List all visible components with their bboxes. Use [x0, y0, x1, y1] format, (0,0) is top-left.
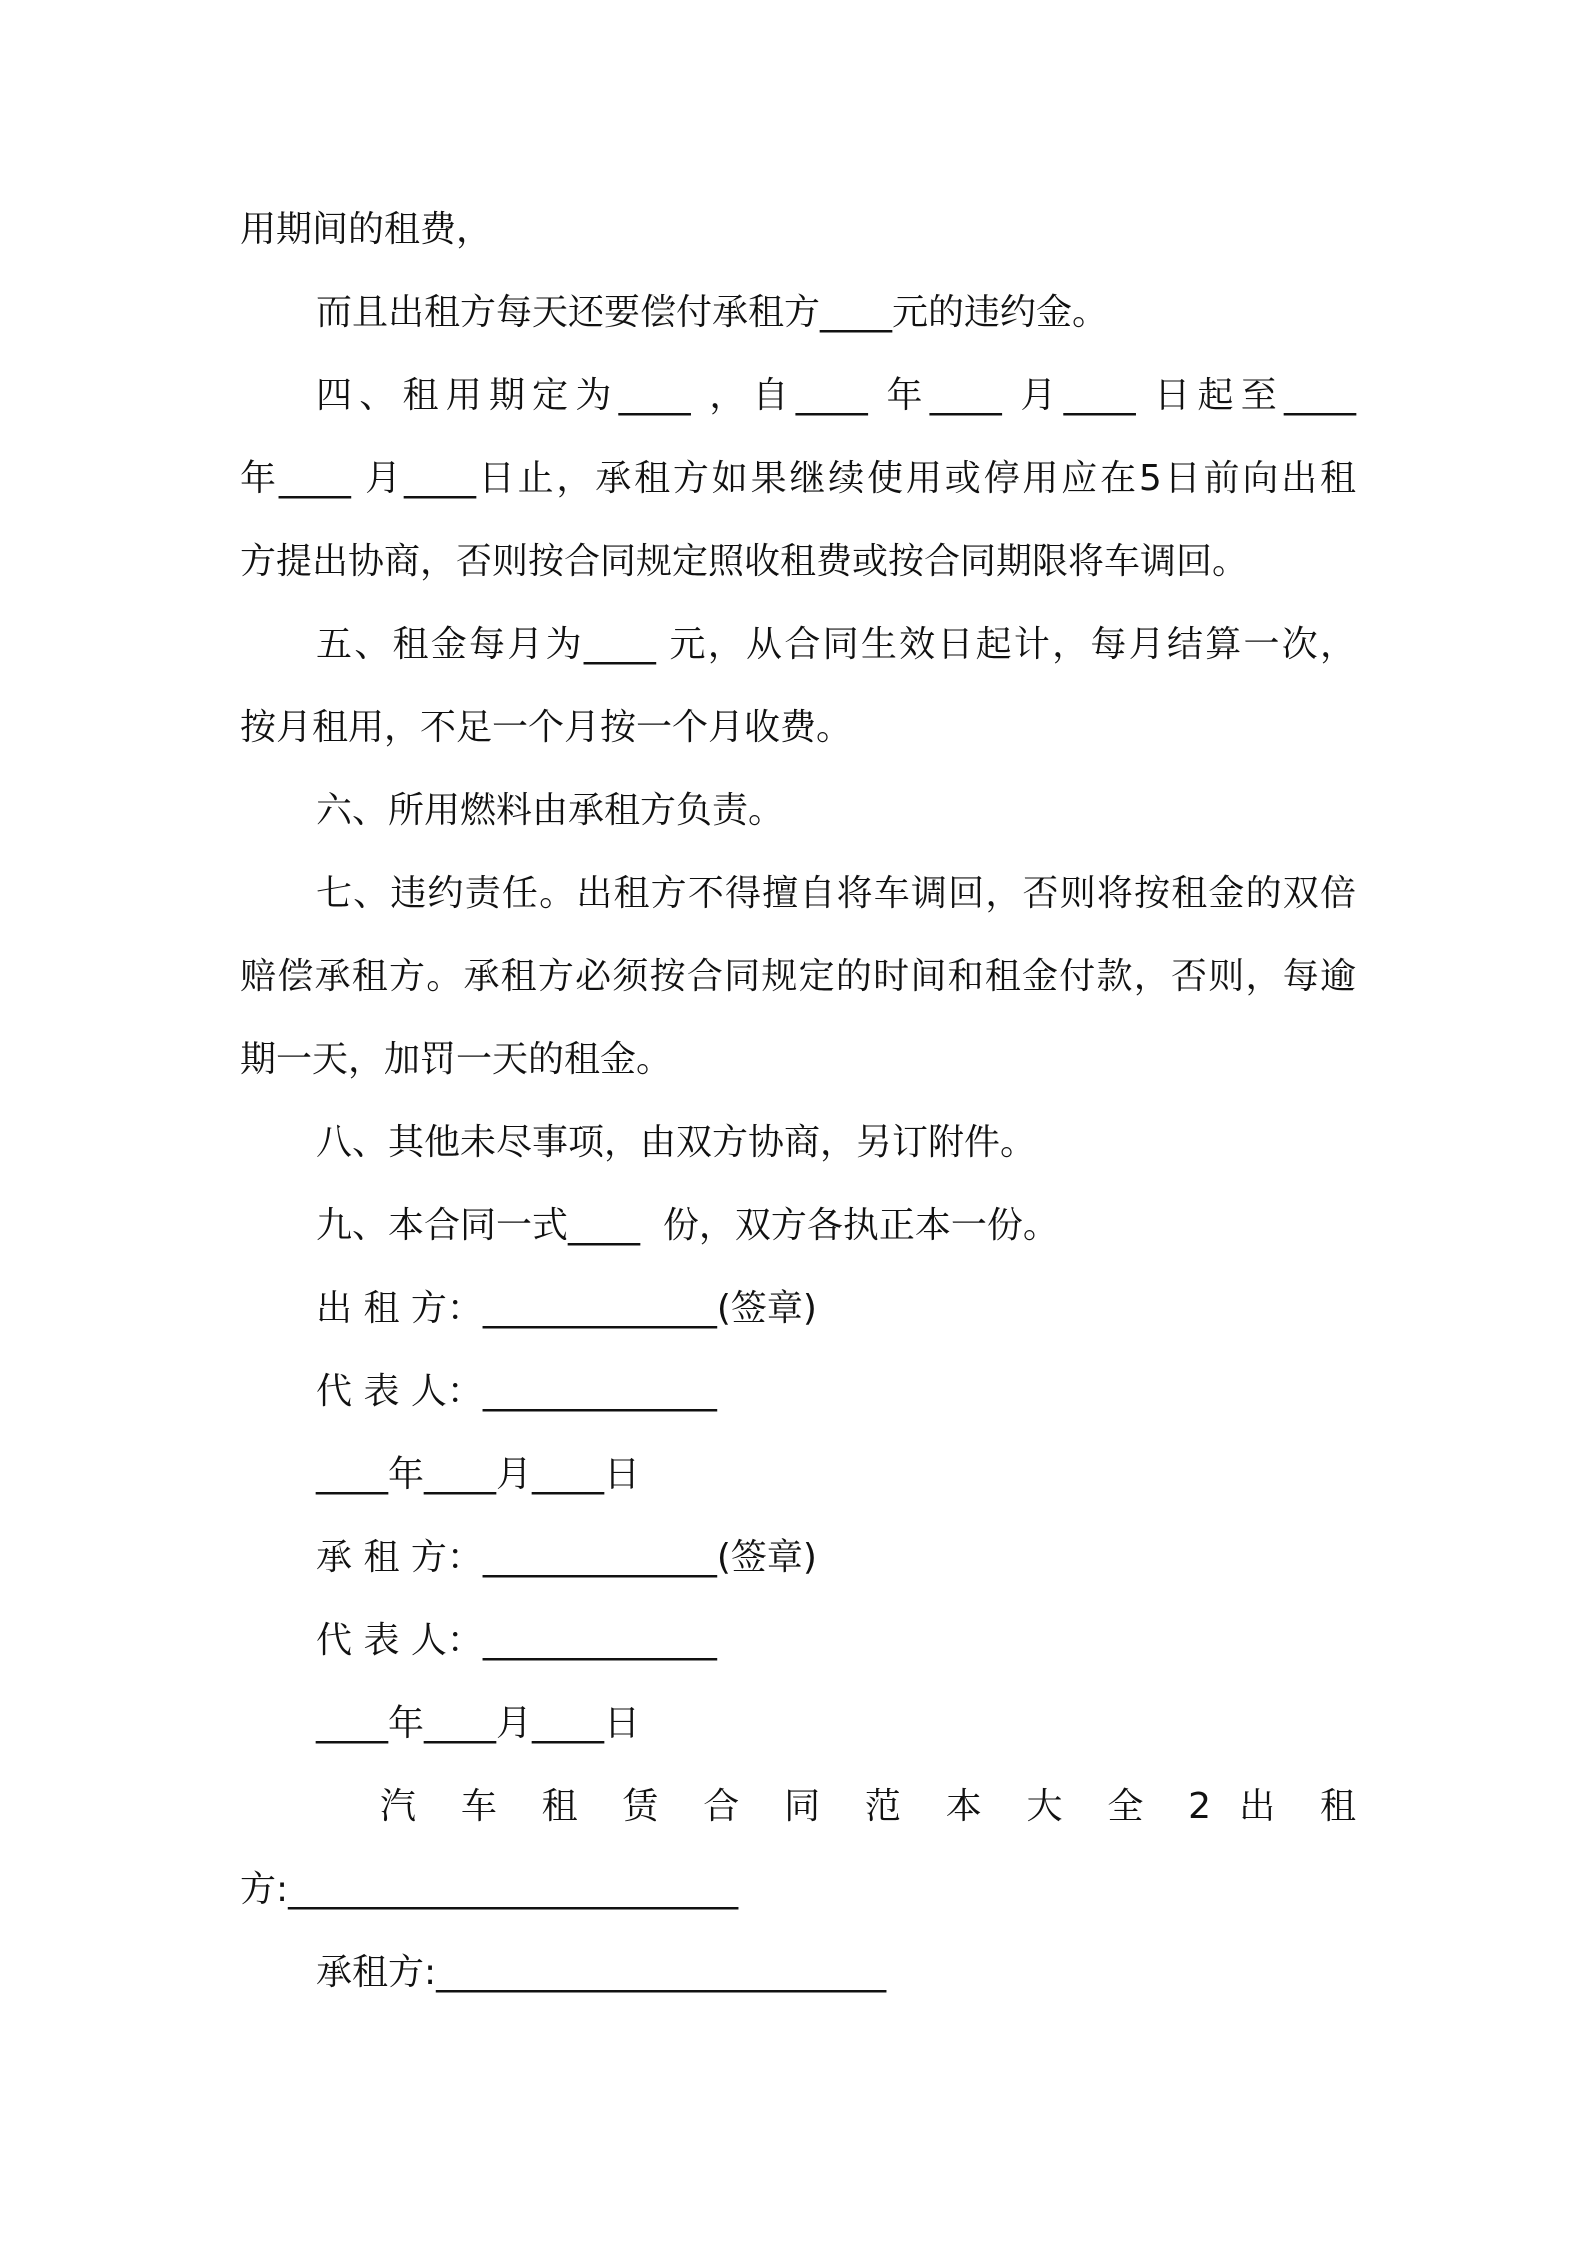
lessee-signature-line: 承 租 方：_____________(签章): [316, 1537, 817, 1578]
text-line-13: 九、本合同一式____ 份，双方各执正本一份。: [316, 1205, 1059, 1246]
lessor-field-line: 方:_________________________: [240, 1869, 739, 1910]
lessee-representative-line: 代 表 人：_____________: [316, 1620, 717, 1661]
lessee-date-line: ____年____月____日: [316, 1703, 641, 1744]
lessee-field-line: 承租方:_________________________: [316, 1952, 887, 1993]
text-line-6: 五、租金每月为____ 元，从合同生效日起计，每月结算一次，: [316, 624, 1356, 665]
section-heading-2: 汽 车 租 赁 合 同 范 本 大 全 2 出 租: [380, 1786, 1356, 1827]
text-line-4: 年____ 月____日止，承租方如果继续使用或停用应在5日前向出租: [240, 458, 1356, 499]
lessor-signature-line: 出 租 方：_____________(签章): [316, 1288, 817, 1329]
text-line-12: 八、其他未尽事项，由双方协商，另订附件。: [316, 1122, 1037, 1163]
text-line-11: 期一天，加罚一天的租金。: [240, 1039, 673, 1080]
text-line-10: 赔偿承租方。承租方必须按合同规定的时间和租金付款，否则，每逾: [240, 956, 1356, 997]
lessor-date-line: ____年____月____日: [316, 1454, 641, 1495]
text-line-7: 按月租用，不足一个月按一个月收费。: [240, 707, 853, 748]
text-line-3: 四、租用期定为____ ，自____ 年____ 月____ 日起至____: [316, 375, 1356, 416]
text-line-8: 六、所用燃料由承租方负责。: [316, 790, 785, 831]
lessor-representative-line: 代 表 人：_____________: [316, 1371, 717, 1412]
text-line-2: 而且出租方每天还要偿付承租方____元的违约金。: [316, 292, 1109, 333]
text-line-1: 用期间的租费，: [240, 209, 493, 250]
text-line-5: 方提出协商，否则按合同规定照收租费或按合同期限将车调回。: [240, 541, 1249, 582]
text-line-9: 七、违约责任。出租方不得擅自将车调回，否则将按租金的双倍: [316, 873, 1356, 914]
